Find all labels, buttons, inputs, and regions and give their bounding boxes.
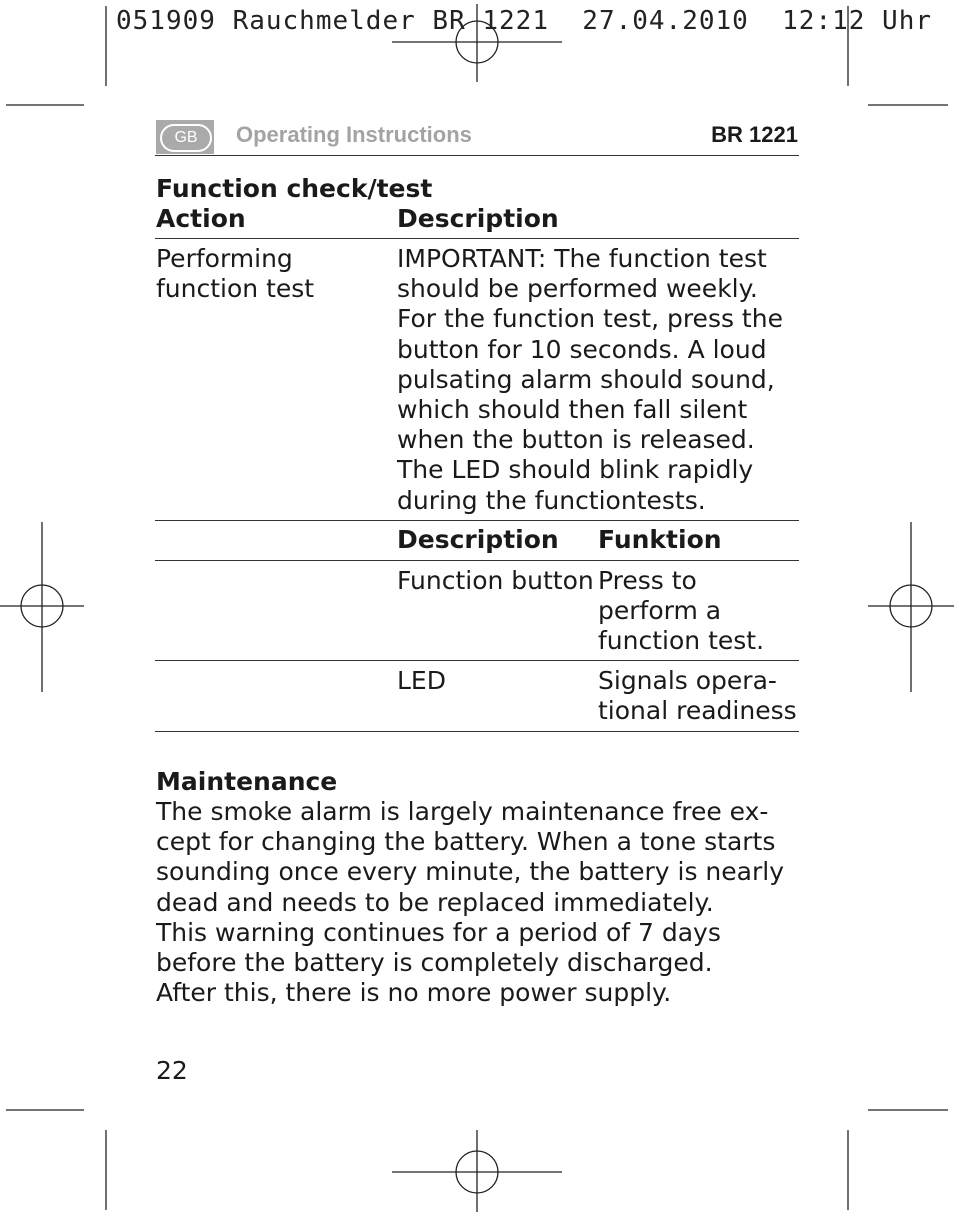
section-heading-maintenance: Maintenance <box>156 767 338 796</box>
page-number: 22 <box>156 1056 188 1085</box>
registration-mark-left <box>0 522 84 692</box>
column-header-description: Description <box>397 204 559 233</box>
registration-mark-bottom <box>392 1130 562 1212</box>
language-badge-label: GB <box>160 124 212 152</box>
subtable-row-function: Press to perform a function test. <box>598 566 765 656</box>
registration-mark-top <box>392 4 562 82</box>
header-rule <box>155 155 799 156</box>
subtable-header-description: Description <box>397 525 559 554</box>
row-action-text: Performing function test <box>156 244 315 304</box>
registration-mark-right <box>868 522 954 692</box>
print-slug: 051909 Rauchmelder BR 1221 27.04.2010 12:12 Uhr <box>116 6 933 36</box>
model-number: BR 1221 <box>711 122 798 147</box>
table-rule <box>155 660 799 661</box>
subtable-row-label: LED <box>397 666 446 695</box>
document-title: Operating Instructions <box>236 122 472 147</box>
column-header-action: Action <box>156 204 246 233</box>
language-badge <box>156 120 214 154</box>
table-rule <box>155 238 799 239</box>
row-description-text: IMPORTANT: The function test should be performed weekly. For the function test, press the button for 10 seconds. A loud pulsating alarm should sound, which should then fall silent when the button is released. The LED should blink rapidly during the functiontests. <box>397 244 783 515</box>
table-rule <box>155 520 799 521</box>
table-rule <box>155 560 799 561</box>
table-rule <box>155 731 799 732</box>
section-heading-function-check: Function check/test <box>156 174 433 203</box>
subtable-header-function: Funktion <box>598 525 722 554</box>
subtable-row-label: Function button <box>397 566 594 595</box>
subtable-row-function: Signals opera- tional readiness <box>598 666 797 726</box>
maintenance-paragraph: The smoke alarm is largely maintenance free ex- cept for changing the battery. When a tone starts sounding once every minute, the battery is nearly dead and needs to be replaced immediately. This warning continues for a period of 7 days before the battery is completely discharged. After this, there is no more power supply. <box>156 797 784 1008</box>
